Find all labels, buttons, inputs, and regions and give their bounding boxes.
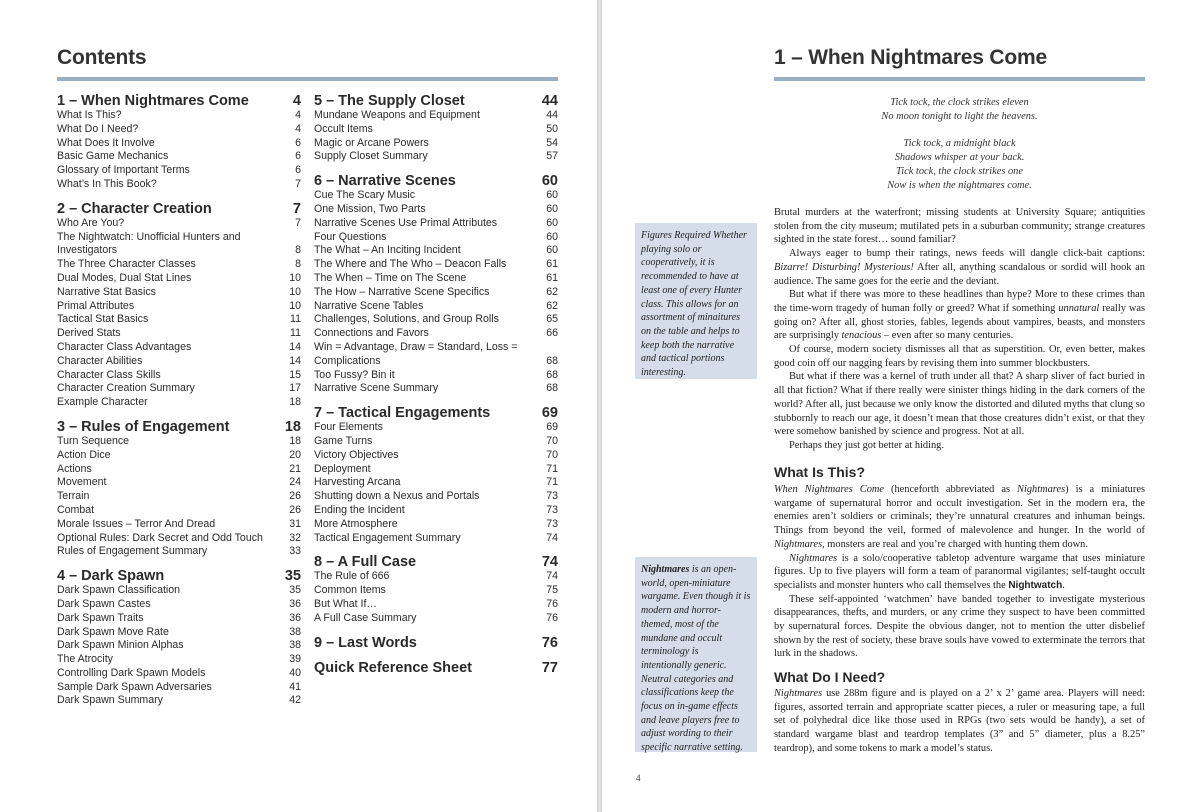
toc-entry-label: Character Creation Summary (57, 382, 195, 395)
toc-entry[interactable] (314, 327, 558, 341)
toc-entry[interactable] (314, 476, 558, 490)
toc-entry[interactable] (57, 272, 301, 286)
toc-entry-page: 36 (289, 597, 301, 610)
toc-column-1 (57, 93, 301, 717)
intro-text (774, 206, 1145, 453)
toc-entry-page: 73 (546, 490, 558, 503)
toc-entry-page: 11 (290, 327, 301, 340)
toc-entry-label: What Is This? (57, 109, 122, 121)
toc-entry-page: 60 (546, 216, 558, 229)
toc-entry-page: 65 (546, 313, 558, 326)
toc-entry[interactable] (314, 584, 558, 598)
toc-entry-page: 4 (295, 109, 301, 121)
what-do-i-need-text (774, 687, 1145, 756)
heading-what-is-this: What Is This? (774, 464, 865, 480)
toc-entry-page: 60 (546, 189, 558, 202)
toc-chapter-title: Quick Reference Sheet (314, 659, 472, 676)
toc-entry-label: Dark Spawn Minion Alphas (57, 639, 184, 652)
toc-entry[interactable] (57, 653, 301, 667)
toc-chapter-entry[interactable] (314, 635, 558, 651)
toc-entry[interactable] (57, 137, 301, 151)
toc-section (314, 405, 558, 545)
toc-chapter-page: 7 (292, 200, 301, 217)
toc-entry[interactable] (314, 137, 558, 151)
toc-chapter-entry[interactable] (57, 93, 301, 109)
toc-entry[interactable] (57, 123, 301, 137)
chapter-page (602, 0, 1202, 812)
toc-entry[interactable] (57, 694, 301, 708)
toc-entry-label: Character Class Advantages (57, 340, 192, 353)
toc-entry-label: Dual Modes, Dual Stat Lines (57, 271, 192, 284)
toc-entry-label: Optional Rules: Dark Secret and Odd Touch (57, 531, 263, 544)
toc-entry-label: Example Character (57, 396, 148, 409)
toc-entry[interactable] (314, 272, 558, 286)
toc-entry[interactable] (314, 369, 558, 383)
toc-entry[interactable] (314, 286, 558, 300)
opening-poem (774, 96, 1145, 205)
toc-entry[interactable] (57, 612, 301, 626)
toc-entry-label: Derived Stats (57, 327, 121, 340)
toc-entry[interactable] (314, 150, 558, 164)
toc-entry[interactable] (57, 109, 301, 123)
sidebar-lead: Nightmares (641, 564, 690, 575)
toc-entry-page: 24 (289, 476, 301, 489)
toc-entry-page: 36 (289, 611, 301, 624)
contents-page (0, 0, 597, 812)
paragraph: Nightmares is a solo/cooperative tabletop adventure wargame that uses miniature figures. Up to five players will form a team of paranormal vigilantes; self-taught occult specialists and monster hunters who call themselves the Nightwatch. (774, 552, 1145, 591)
toc-chapter-entry[interactable] (314, 660, 558, 676)
toc-entry[interactable] (314, 435, 558, 449)
toc-entry[interactable] (57, 449, 301, 463)
toc-chapter-page: 74 (541, 554, 558, 571)
toc-entry[interactable] (57, 217, 301, 231)
toc-entry[interactable] (314, 203, 558, 217)
toc-section (57, 93, 301, 192)
toc-entry[interactable] (57, 382, 301, 396)
toc-entry-label: A Full Case Summary (314, 611, 417, 624)
toc-section (314, 554, 558, 625)
title-rule (57, 77, 558, 81)
toc-entry-page: 68 (546, 382, 558, 395)
toc-entry[interactable] (57, 639, 301, 653)
toc-chapter-page: 69 (541, 405, 558, 422)
toc-entry-page: 70 (546, 448, 558, 461)
toc-entry[interactable] (57, 327, 301, 341)
toc-entry[interactable] (314, 612, 558, 626)
toc-entry-page: 50 (546, 122, 558, 135)
toc-entry-label: Turn Sequence (57, 434, 130, 447)
paragraph: These self-appointed ‘watchmen’ have banded together to investigate mysterious disappearances, thefts, and murders, or any crime they suspect to have been committed by supernatural forces. Despite the obvious danger, not to mention the utter disbelief shown by the rest of society, these brave souls have vowed to exterminate the terrors that lurk in the shadows. (774, 593, 1145, 660)
toc-entry-label: Dark Spawn Traits (57, 611, 144, 624)
toc-entry-page: 62 (546, 299, 558, 312)
toc-entry[interactable] (314, 449, 558, 463)
toc-entry-page: 60 (546, 230, 558, 243)
toc-entry-label: Tactical Stat Basics (57, 313, 149, 326)
toc-entry[interactable] (57, 341, 301, 355)
toc-entry-label: Connections and Favors (314, 327, 429, 340)
toc-entry[interactable] (57, 355, 301, 369)
toc-entry[interactable] (314, 421, 558, 435)
toc-entry[interactable] (57, 313, 301, 327)
paragraph: But what if there was more to these headlines than hype? More to these crimes than the time-worn tragedy of human folly or greed? What if something unnatural really was going on? After all, ghost stories, fables, legends about vampires, beasts, and monsters are surprisingly tenacious – even after so many centuries. (774, 289, 1146, 342)
toc-entry-label: Cue The Scary Music (314, 189, 416, 202)
toc-entry-page: 6 (295, 136, 301, 149)
sidebar-text: is an open-world, open-miniature wargame. Even though it is modern and horror-themed, most of the mundane and occult terminology is intentionally generic. Neutral categories and classifications keep the focus on in-game effects and leave players free to adjust wording to their specific narrative setting. (641, 564, 751, 754)
toc-entry-label: Action Dice (57, 448, 111, 461)
toc-entry-label: One Mission, Two Parts (314, 202, 426, 215)
toc-entry[interactable] (314, 313, 558, 327)
toc-entry-page: 76 (546, 611, 558, 624)
poem-line: No moon tonight to light the heavens. (881, 110, 1038, 122)
chapter-title: 1 – When Nightmares Come (774, 46, 1047, 69)
toc-entry[interactable] (314, 598, 558, 612)
toc-entry-label: Sample Dark Spawn Adversaries (57, 680, 212, 693)
toc-entry-page: 38 (289, 639, 301, 652)
sidebar-open-world (635, 557, 757, 752)
toc-entry-label: Narrative Scene Summary (314, 382, 439, 395)
toc-entry[interactable] (57, 369, 301, 383)
toc-entry[interactable] (314, 463, 558, 477)
toc-entry[interactable] (57, 598, 301, 612)
toc-entry-page: 7 (295, 216, 301, 229)
toc-entry[interactable] (57, 286, 301, 300)
toc-entry-label: Supply Closet Summary (314, 150, 428, 163)
toc-entry-page: 17 (289, 382, 301, 395)
toc-section (314, 173, 558, 396)
toc-column-2 (314, 93, 558, 685)
toc-entry-label: What Do I Need? (57, 122, 139, 135)
toc-entry-label: Primal Attributes (57, 299, 135, 312)
toc-entry-label: Occult Items (314, 122, 373, 135)
toc-entry-page: 42 (289, 694, 301, 707)
toc-entry[interactable] (57, 532, 301, 546)
toc-entry-page: 66 (546, 327, 558, 340)
toc-entry[interactable] (57, 667, 301, 681)
toc-entry-page: 26 (289, 490, 301, 503)
toc-entry-label: Character Abilities (57, 354, 143, 367)
toc-entry-label: Dark Spawn Castes (57, 597, 151, 610)
what-is-this-text (774, 483, 1145, 661)
paragraph: Perhaps they just got better at hiding. (789, 439, 944, 451)
toc-section (314, 635, 558, 651)
toc-chapter-entry[interactable] (57, 201, 301, 217)
toc-chapter-entry[interactable] (314, 173, 558, 189)
toc-chapter-title: 6 – Narrative Scenes (314, 173, 456, 190)
toc-chapter-page: 35 (284, 568, 301, 585)
toc-entry-label: Who Are You? (57, 216, 125, 229)
chapter-title-rule (774, 77, 1145, 81)
toc-entry-label: More Atmosphere (314, 517, 398, 530)
toc-entry-label: Too Fussy? Bin it (314, 368, 395, 381)
toc-entry-page: 44 (546, 109, 558, 121)
toc-entry-page: 61 (546, 271, 558, 284)
toc-entry[interactable] (57, 150, 301, 164)
paragraph: Brutal murders at the waterfront; missing students at University Square; antiquities stolen from the city museum; mutilated pets in a suburban community; strange creatures sighted in the state forest… sound familiar? (774, 207, 1145, 246)
toc-entry-page: 60 (546, 202, 558, 215)
toc-entry-label: Narrative Scene Tables (314, 299, 424, 312)
toc-chapter-page: 44 (541, 93, 558, 109)
toc-entry-label: Four Elements (314, 421, 383, 434)
toc-entry-label: Morale Issues – Terror And Dread (57, 517, 216, 530)
poem-stanza (774, 137, 1145, 193)
toc-entry-page: 4 (295, 122, 301, 135)
paragraph: Of course, modern society dismisses all that as superstition. Or, even better, makes good coin off our nagging fears by revising them into summer blockbusters. (774, 344, 1145, 369)
toc-entry-label: The Nightwatch: Unofficial Hunters and Investigators (57, 230, 241, 257)
toc-entry-page: 26 (289, 503, 301, 516)
toc-entry-label: The When – Time on The Scene (314, 271, 467, 284)
toc-entry-page: 41 (289, 680, 301, 693)
toc-entry-label: What’s In This Book? (57, 177, 157, 190)
paragraph: But what if there was a kernel of truth under all that? A sharp sliver of fact buried in all that fiction? What if there really were sinister things hiding in the dark corners of the world? After all, just because we only know the distorted and diluted myths that clung so stubbornly to reach our age, it doesn’t mean that those creatures didn’t exist, or that they were somehow banished by science and progress. Not at all. (774, 371, 1145, 438)
toc-entry-label: Shutting down a Nexus and Portals (314, 490, 480, 503)
toc-entry-page: 73 (546, 503, 558, 516)
toc-chapter-entry[interactable] (57, 419, 301, 435)
toc-entry-page: 7 (295, 177, 301, 190)
toc-entry[interactable] (314, 109, 558, 123)
sidebar-figures-required (635, 223, 757, 379)
toc-entry-page: 11 (290, 313, 301, 326)
toc-entry-label: Game Turns (314, 434, 373, 447)
poem-line: Tick tock, the clock strikes one (896, 165, 1023, 177)
toc-entry-page: 68 (546, 354, 558, 367)
toc-chapter-title: 7 – Tactical Engagements (314, 405, 491, 422)
toc-entry[interactable] (57, 164, 301, 178)
toc-entry-label: What Does It Involve (57, 136, 155, 149)
toc-entry[interactable] (57, 681, 301, 695)
toc-entry-page: 14 (289, 354, 301, 367)
toc-entry-label: Dark Spawn Summary (57, 694, 163, 707)
toc-entry-page: 57 (546, 150, 558, 163)
toc-section (314, 93, 558, 164)
toc-entry[interactable] (57, 504, 301, 518)
toc-chapter-title: 4 – Dark Spawn (57, 568, 165, 585)
toc-entry[interactable] (314, 258, 558, 272)
toc-entry-page: 68 (546, 368, 558, 381)
toc-chapter-title: 2 – Character Creation (57, 200, 212, 217)
toc-entry-label: Dark Spawn Classification (57, 584, 181, 597)
toc-entry-page: 35 (289, 584, 301, 597)
toc-section (314, 660, 558, 676)
toc-entry-page: 54 (546, 136, 558, 149)
toc-entry[interactable] (314, 123, 558, 137)
toc-entry-page: 71 (546, 476, 558, 489)
toc-chapter-title: 3 – Rules of Engagement (57, 418, 230, 435)
toc-entry[interactable] (57, 626, 301, 640)
toc-entry[interactable] (57, 178, 301, 192)
toc-entry-label: The Atrocity (57, 653, 113, 666)
toc-entry-label: Movement (57, 476, 107, 489)
toc-entry-page: 20 (289, 448, 301, 461)
toc-entry-page: 10 (289, 299, 301, 312)
toc-section (57, 419, 301, 559)
toc-chapter-entry[interactable] (57, 568, 301, 584)
toc-entry-page: 21 (289, 462, 301, 475)
toc-entry-page: 60 (546, 244, 558, 257)
toc-entry-page: 18 (289, 434, 301, 447)
toc-entry[interactable] (57, 518, 301, 532)
toc-entry-page: 32 (289, 531, 301, 544)
toc-entry-label: Narrative Scenes Use Primal Attributes (314, 216, 498, 229)
toc-entry-label: Actions (57, 462, 92, 475)
toc-entry-page: 76 (546, 597, 558, 610)
toc-entry-page: 31 (289, 517, 301, 530)
toc-entry-page: 18 (289, 396, 301, 409)
toc-entry[interactable] (57, 258, 301, 272)
toc-entry[interactable] (57, 300, 301, 314)
toc-entry[interactable] (314, 382, 558, 396)
toc-entry-label: Tactical Engagement Summary (314, 531, 461, 544)
toc-entry-page: 8 (295, 244, 301, 257)
toc-entry-page: 74 (546, 531, 558, 544)
toc-entry[interactable] (314, 490, 558, 504)
toc-chapter-entry[interactable] (314, 405, 558, 421)
toc-entry[interactable] (57, 396, 301, 410)
toc-entry-label: Magic or Arcane Powers (314, 136, 429, 149)
toc-entry-label: Character Class Skills (57, 368, 161, 381)
toc-entry[interactable] (57, 231, 301, 259)
poem-line: Now is when the nightmares come. (887, 179, 1032, 191)
toc-chapter-page: 4 (292, 93, 301, 109)
toc-entry[interactable] (314, 300, 558, 314)
toc-entry-label: The Where and The Who – Deacon Falls (314, 258, 507, 271)
toc-entry-label: Narrative Stat Basics (57, 285, 156, 298)
toc-entry-page: 62 (546, 285, 558, 298)
toc-entry[interactable] (57, 476, 301, 490)
toc-entry-label: The What – An Inciting Incident (314, 244, 461, 257)
toc-chapter-page: 76 (541, 634, 558, 651)
toc-entry-page: 6 (295, 164, 301, 177)
toc-entry-page: 14 (289, 340, 301, 353)
toc-entry-page: 70 (546, 434, 558, 447)
toc-chapter-page: 18 (284, 418, 301, 435)
toc-entry[interactable] (314, 570, 558, 584)
toc-chapter-page: 77 (541, 659, 558, 676)
paragraph: Nightmares use 288m figure and is played on a 2’ x 2’ game area. Players will need: figures, assorted terrain and appropriate scatter pieces, a ruler or measuring tape, a full set of polyhedral dice like those used in RPGs (two sets would be handy), a set of standard wargame blast and teardrop templates (3” and 5” diameter, plus a 8.25” teardrop), and some tokens to mark a model’s status. (774, 688, 1145, 754)
toc-entry-label: Harvesting Arcana (314, 476, 401, 489)
toc-entry-label: The How – Narrative Scene Specifics (314, 285, 490, 298)
toc-entry-page: 61 (546, 258, 558, 271)
poem-line: Shadows whisper at your back. (894, 151, 1025, 163)
toc-entry-label: Dark Spawn Move Rate (57, 625, 169, 638)
toc-entry[interactable] (314, 504, 558, 518)
toc-entry-label: The Rule of 666 (314, 570, 390, 583)
toc-entry[interactable] (57, 490, 301, 504)
toc-entry-page: 73 (546, 517, 558, 530)
page-number: 4 (636, 773, 641, 783)
toc-chapter-title: 9 – Last Words (314, 634, 417, 651)
toc-entry[interactable] (57, 545, 301, 559)
toc-entry[interactable] (314, 231, 558, 245)
toc-entry-label: Win = Advantage, Draw = Standard, Loss = Complications (314, 340, 518, 367)
heading-what-do-i-need: What Do I Need? (774, 669, 886, 685)
toc-entry-page: 38 (289, 625, 301, 638)
toc-entry-page: 10 (289, 271, 301, 284)
toc-entry[interactable] (57, 463, 301, 477)
toc-entry-page: 33 (289, 545, 301, 558)
toc-chapter-title: 5 – The Supply Closet (314, 93, 465, 109)
toc-entry-page: 39 (289, 653, 301, 666)
toc-entry-label: Glossary of Important Terms (57, 164, 190, 177)
toc-entry-label: Challenges, Solutions, and Group Rolls (314, 313, 499, 326)
toc-entry-label: Ending the Incident (314, 503, 405, 516)
toc-entry[interactable] (314, 217, 558, 231)
toc-entry-page: 69 (546, 421, 558, 434)
sidebar-text: Figures Required Whether playing solo or cooperatively, it is recommended to have at least one of every Hunter class. This allows for an assortment of minaitures on the table and helps to keep both the narrative and tactical portions interesting. (641, 230, 747, 379)
toc-entry-label: Basic Game Mechanics (57, 150, 169, 163)
toc-entry-label: Terrain (57, 490, 90, 503)
toc-entry[interactable] (314, 518, 558, 532)
toc-entry-label: Four Questions (314, 230, 387, 243)
contents-title: Contents (57, 46, 147, 69)
toc-entry[interactable] (57, 435, 301, 449)
toc-entry-page: 40 (289, 666, 301, 679)
toc-entry-page: 75 (546, 584, 558, 597)
toc-entry-page: 74 (546, 570, 558, 583)
toc-chapter-title: 8 – A Full Case (314, 554, 417, 571)
toc-entry-label: But What If… (314, 597, 377, 610)
toc-chapter-title: 1 – When Nightmares Come (57, 93, 249, 109)
toc-entry[interactable] (314, 244, 558, 258)
toc-entry-label: The Three Character Classes (57, 258, 196, 271)
toc-entry-page: 15 (289, 368, 301, 381)
toc-entry-page: 6 (295, 150, 301, 163)
toc-entry[interactable] (314, 341, 558, 369)
toc-entry[interactable] (314, 532, 558, 546)
toc-entry[interactable] (57, 584, 301, 598)
toc-chapter-entry[interactable] (314, 93, 558, 109)
paragraph: Always eager to bump their ratings, news feeds will dangle click-bait captions: Bizarre! Disturbing! Mysterious! After all, anything scandalous or sordid will hook an audience. The same goes for the eerie and the deviant. (774, 248, 1145, 287)
toc-entry-label: Victory Objectives (314, 448, 399, 461)
toc-entry-label: Rules of Engagement Summary (57, 545, 208, 558)
poem-line: Tick tock, a midnight black (903, 137, 1016, 149)
paragraph: When Nightmares Come (henceforth abbreviated as Nightmares) is a miniatures wargame of supernatural horror and occult investigation. Set in the modern era, the enemies aren’t soldiers or criminals; they’re unnatural creatures and inhuman beings. Things from beyond the veil, formed of malevolence and hunger. In the world of Nightmares, monsters are real and you’re charged with hunting them down. (774, 484, 1145, 550)
toc-chapter-page: 60 (541, 173, 558, 190)
toc-entry-page: 71 (546, 462, 558, 475)
toc-entry-label: Combat (57, 503, 95, 516)
toc-entry-label: Mundane Weapons and Equipment (314, 109, 480, 121)
toc-section (57, 568, 301, 708)
toc-entry-label: Common Items (314, 584, 386, 597)
toc-chapter-entry[interactable] (314, 554, 558, 570)
toc-entry[interactable] (314, 189, 558, 203)
poem-line: Tick tock, the clock strikes eleven (890, 97, 1029, 108)
toc-entry-page: 8 (295, 258, 301, 271)
toc-entry-label: Controlling Dark Spawn Models (57, 666, 206, 679)
toc-entry-page: 10 (289, 285, 301, 298)
toc-section (57, 201, 301, 410)
poem-stanza (774, 96, 1145, 124)
toc-entry-label: Deployment (314, 462, 371, 475)
